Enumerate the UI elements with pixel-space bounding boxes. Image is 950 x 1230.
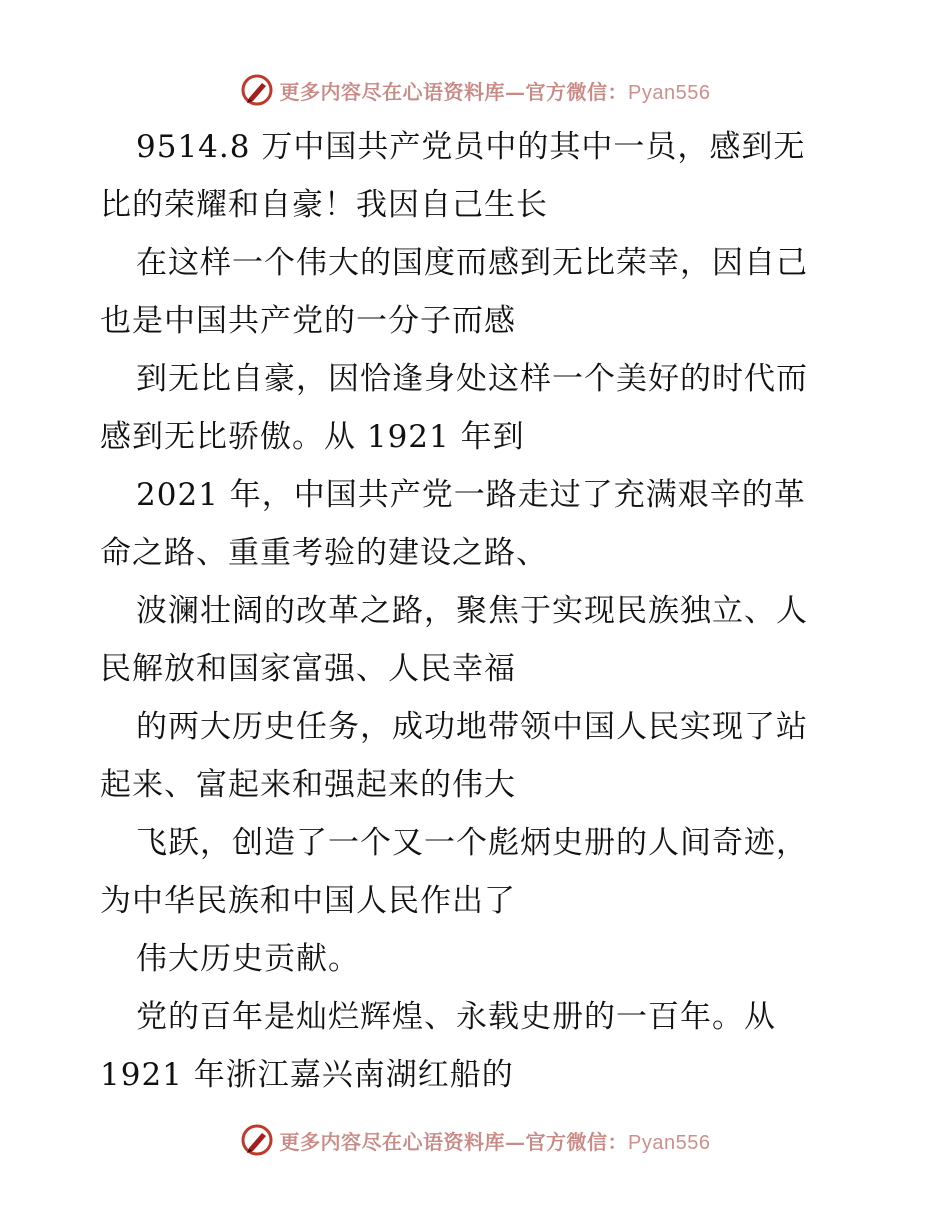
- text-line: 也是中国共产党的一分子而感: [100, 303, 516, 339]
- text-line: 在这样一个伟大的国度而感到无比荣幸，因自己: [136, 245, 808, 281]
- text-line: 为中华民族和中国人民作出了: [100, 883, 516, 919]
- text-line: 飞跃，创造了一个又一个彪炳史册的人间奇迹，: [136, 825, 808, 861]
- text-line: 起来、富起来和强起来的伟大: [100, 767, 516, 803]
- text-line: 1921 年浙江嘉兴南湖红船的: [100, 1057, 514, 1093]
- text-line: 9514.8 万中国共产党员中的其中一员，感到无: [136, 129, 806, 165]
- red-pen-circle-logo-icon: [240, 73, 274, 107]
- header-watermark: [0, 70, 950, 110]
- text-line: 到无比自豪，因恰逢身处这样一个美好的时代而: [136, 361, 808, 397]
- red-pen-circle-logo-icon: [240, 1123, 274, 1157]
- text-line: 的两大历史任务，成功地带领中国人民实现了站: [136, 709, 808, 745]
- text-line: 波澜壮阔的改革之路，聚焦于实现民族独立、人: [136, 593, 808, 629]
- watermark-text: 更多内容尽在心语资料库—官方微信：Pyan556: [279, 79, 711, 104]
- text-line: 伟大历史贡献。: [136, 941, 360, 977]
- text-line: 党的百年是灿烂辉煌、永载史册的一百年。从: [136, 999, 776, 1035]
- footer-watermark: [0, 1120, 950, 1160]
- text-line: 命之路、重重考验的建设之路、: [100, 535, 548, 571]
- document-body: [100, 118, 860, 1104]
- text-line: 民解放和国家富强、人民幸福: [100, 651, 516, 687]
- text-line: 感到无比骄傲。从 1921 年到: [100, 419, 525, 455]
- watermark-text: 更多内容尽在心语资料库—官方微信：Pyan556: [279, 1129, 711, 1154]
- text-line: 2021 年，中国共产党一路走过了充满艰辛的革: [136, 477, 806, 513]
- watermark-wechat-id: Pyan556: [628, 1131, 711, 1154]
- watermark-wechat-id: Pyan556: [628, 81, 711, 104]
- text-line: 比的荣耀和自豪！我因自己生长: [100, 187, 548, 223]
